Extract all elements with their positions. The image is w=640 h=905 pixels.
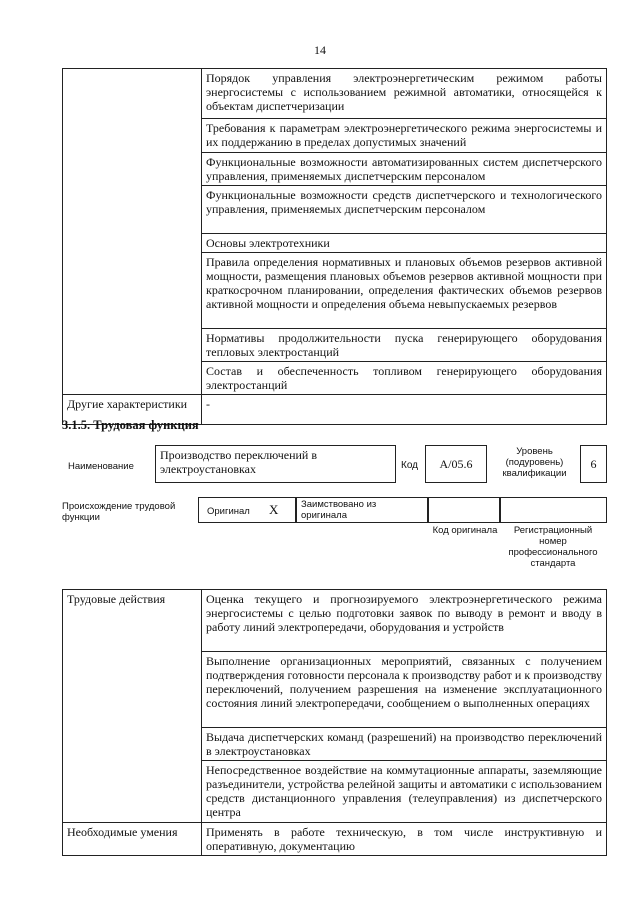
original-code-caption: Код оригинала xyxy=(432,525,498,536)
function-name-box xyxy=(155,445,396,483)
other-characteristics-label: Другие характеристики xyxy=(63,395,202,425)
empty-label-cell xyxy=(63,69,202,395)
action-item: Выполнение организационных мероприятий, связанных с получением подтверждения готовности персонала к производству работ и к производству переключений, получением разрешения на изменение эксплуатационного состояния линий электропередачи, сообщением о выполненных операциях xyxy=(202,652,607,728)
page-number: 14 xyxy=(314,43,326,57)
knowledge-item: Требования к параметрам электроэнергетического режима энергосистемы и их поддержанию в пределах допустимых значений xyxy=(202,119,607,153)
borrowed-label: Заимствовано из оригинала xyxy=(301,499,377,521)
action-item: Непосредственное воздействие на коммутационные аппараты, заземляющие разъединители, устройства релейной защиты и автоматики с использованием средств дистанционного управления (телеуправления) из диспетчерского центра xyxy=(202,761,607,823)
table-row xyxy=(63,69,607,119)
name-label: Наименование xyxy=(68,461,134,472)
original-label: Оригинал xyxy=(207,506,250,517)
knowledge-item: Порядок управления электроэнергетическим режимом работы энергосистемы с использованием режимной автоматики, относящейся к объектам диспетчеризации xyxy=(202,69,607,119)
skill-item: Применять в работе техническую, в том числе инструктивную и оперативную, документацию xyxy=(202,823,607,856)
table-row xyxy=(63,590,607,652)
registration-box xyxy=(500,497,607,523)
knowledge-table xyxy=(62,68,607,425)
actions-label: Трудовые действия xyxy=(63,590,202,823)
action-item: Оценка текущего и прогнозируемого электроэнергетического режима энергосистемы с целью подготовки заявок по выводу в ремонт и вводу в работу линий электропередачи, оборудования и устройств xyxy=(202,590,607,652)
knowledge-item: Основы электротехники xyxy=(202,234,607,253)
knowledge-item: Состав и обеспеченность топливом генерирующего оборудования электростанций xyxy=(202,362,607,395)
knowledge-item: Правила определения нормативных и плановых объемов резервов активной мощности, размещения плановых объемов резервов активной мощности при краткосрочном планировании, определения фактических объемов резервов активной мощности и определения объема невыпускаемых резервов xyxy=(202,253,607,329)
original-box xyxy=(198,497,296,523)
level-box xyxy=(580,445,607,483)
borrowed-box xyxy=(296,497,428,523)
other-characteristics-value: - xyxy=(202,395,607,425)
table-row xyxy=(63,823,607,856)
knowledge-item: Нормативы продолжительности пуска генерирующего оборудования тепловых электростанций xyxy=(202,329,607,362)
level-label: Уровень (подуровень) квалификации xyxy=(502,446,567,479)
level-value: 6 xyxy=(590,457,597,471)
skills-label: Необходимые умения xyxy=(63,823,202,856)
action-item: Выдача диспетчерских команд (разрешений) на производство переключений в электроустановках xyxy=(202,728,607,761)
actions-table xyxy=(62,589,607,856)
origin-label: Происхождение трудовой функции xyxy=(62,501,176,523)
section-title: 3.1.5. Трудовая функция xyxy=(62,418,199,432)
function-code: A/05.6 xyxy=(439,457,473,471)
function-name: Производство переключений в электроустановках xyxy=(160,448,318,476)
original-code-box xyxy=(428,497,500,523)
code-label: Код xyxy=(401,460,419,471)
function-code-box xyxy=(425,445,487,483)
original-mark: X xyxy=(269,502,279,517)
registration-caption: Регистрационный номер профессионального стандарта xyxy=(508,525,598,569)
knowledge-item: Функциональные возможности средств диспетчерского и технологического управления, применяемых диспетчерским персоналом xyxy=(202,186,607,234)
knowledge-item: Функциональные возможности автоматизированных систем диспетчерского управления, применяемых диспетчерским персоналом xyxy=(202,153,607,186)
